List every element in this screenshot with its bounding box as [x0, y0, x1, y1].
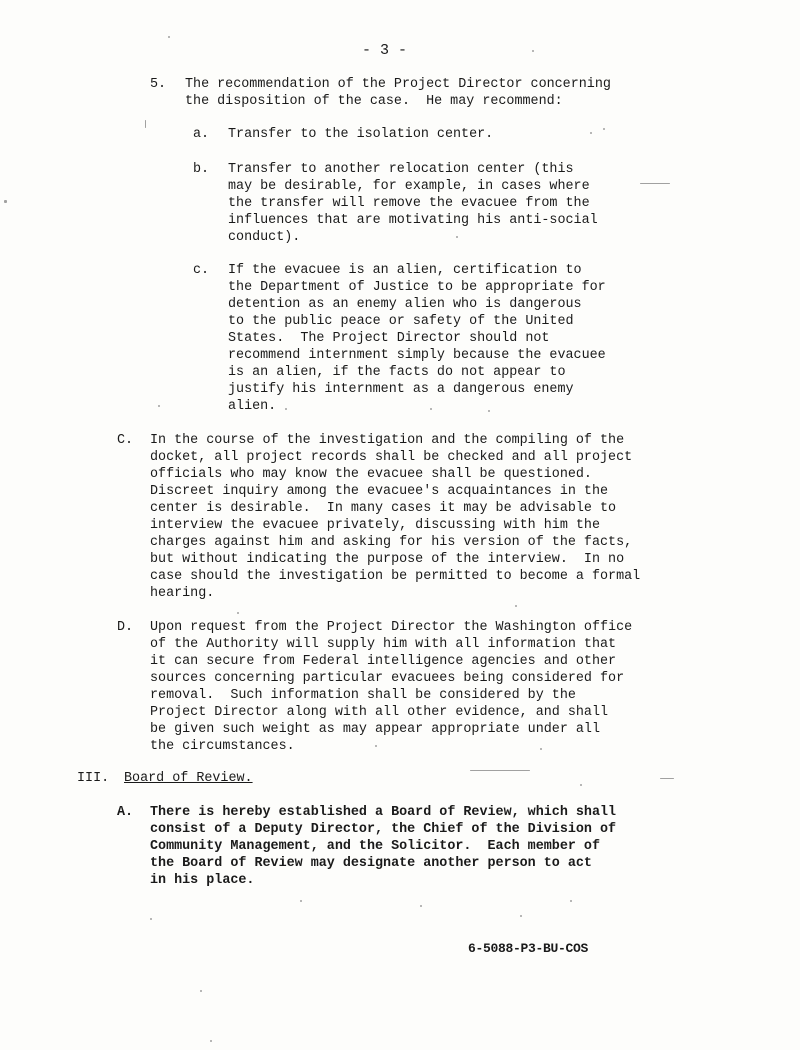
- subitem-c-label: c.: [193, 263, 210, 278]
- text-line: removal. Such information shall be considered by the: [150, 688, 576, 703]
- subitem-c-text: [228, 262, 606, 415]
- text-line: is an alien, if the facts do not appear to: [228, 365, 566, 380]
- text-line: but without indicating the purpose of the interview. In no: [150, 552, 625, 567]
- subitem-a-text: [228, 126, 493, 143]
- text-line: Transfer to the isolation center.: [228, 127, 494, 142]
- section-d-text: [150, 619, 632, 755]
- text-line: it can secure from Federal intelligence agencies and other: [150, 654, 617, 669]
- text-line: In the course of the investigation and the compiling of the: [150, 433, 625, 448]
- section-d-label: D.: [117, 620, 134, 635]
- text-line: the Department of Justice to be appropriate for: [228, 280, 606, 295]
- section-iii-a-label: A.: [117, 805, 134, 820]
- section-c-label: C.: [117, 433, 134, 448]
- text-line: sources concerning particular evacuees being considered for: [150, 671, 625, 686]
- text-line: in his place.: [150, 873, 255, 888]
- subitem-b-text: [228, 161, 598, 246]
- text-line: If the evacuee is an alien, certification to: [228, 263, 582, 278]
- item-5-text: [185, 76, 611, 110]
- text-line: of the Authority will supply him with all information that: [150, 637, 617, 652]
- text-line: interview the evacuee privately, discussing with him the: [150, 518, 600, 533]
- subitem-b-label: b.: [193, 162, 210, 177]
- text-line: may be desirable, for example, in cases where: [228, 179, 590, 194]
- text-line: charges against him and asking for his version of the facts,: [150, 535, 633, 550]
- text-line: Transfer to another relocation center (this: [228, 162, 574, 177]
- text-line: The recommendation of the Project Director concerning: [185, 77, 611, 92]
- text-line: Community Management, and the Solicitor. Each member of: [150, 839, 600, 854]
- item-5-number: 5.: [150, 77, 167, 92]
- section-iii-heading: Board of Review.: [124, 771, 253, 786]
- text-line: hearing.: [150, 586, 215, 601]
- text-line: consist of a Deputy Director, the Chief of the Division of: [150, 822, 617, 837]
- text-line: officials who may know the evacuee shall be questioned.: [150, 467, 592, 482]
- text-line: docket, all project records shall be checked and all project: [150, 450, 633, 465]
- text-line: alien.: [228, 399, 277, 414]
- section-iii-a-text: [150, 804, 616, 889]
- text-line: the transfer will remove the evacuee from the: [228, 196, 590, 211]
- document-code: 6-5088-P3-BU-COS: [468, 941, 589, 956]
- text-line: recommend internment simply because the evacuee: [228, 348, 606, 363]
- page-number: - 3 -: [362, 42, 408, 59]
- text-line: the circumstances.: [150, 739, 295, 754]
- text-line: center is desirable. In many cases it may be advisable to: [150, 501, 617, 516]
- text-line: case should the investigation be permitted to become a formal: [150, 569, 641, 584]
- text-line: There is hereby established a Board of Review, which shall: [150, 805, 617, 820]
- text-line: States. The Project Director should not: [228, 331, 550, 346]
- text-line: Upon request from the Project Director the Washington office: [150, 620, 633, 635]
- text-line: to the public peace or safety of the United: [228, 314, 574, 329]
- text-line: influences that are motivating his anti-social: [228, 213, 598, 228]
- text-line: detention as an enemy alien who is dangerous: [228, 297, 582, 312]
- text-line: the disposition of the case. He may recommend:: [185, 94, 563, 109]
- text-line: the Board of Review may designate another person to act: [150, 856, 592, 871]
- text-line: Discreet inquiry among the evacuee's acquaintances in the: [150, 484, 609, 499]
- text-line: Project Director along with all other evidence, and shall: [150, 705, 609, 720]
- section-c-text: [150, 432, 640, 602]
- text-line: be given such weight as may appear appropriate under all: [150, 722, 600, 737]
- text-line: justify his internment as a dangerous enemy: [228, 382, 574, 397]
- text-line: conduct).: [228, 230, 301, 245]
- subitem-a-label: a.: [193, 127, 210, 142]
- section-iii-numeral: III.: [77, 771, 110, 786]
